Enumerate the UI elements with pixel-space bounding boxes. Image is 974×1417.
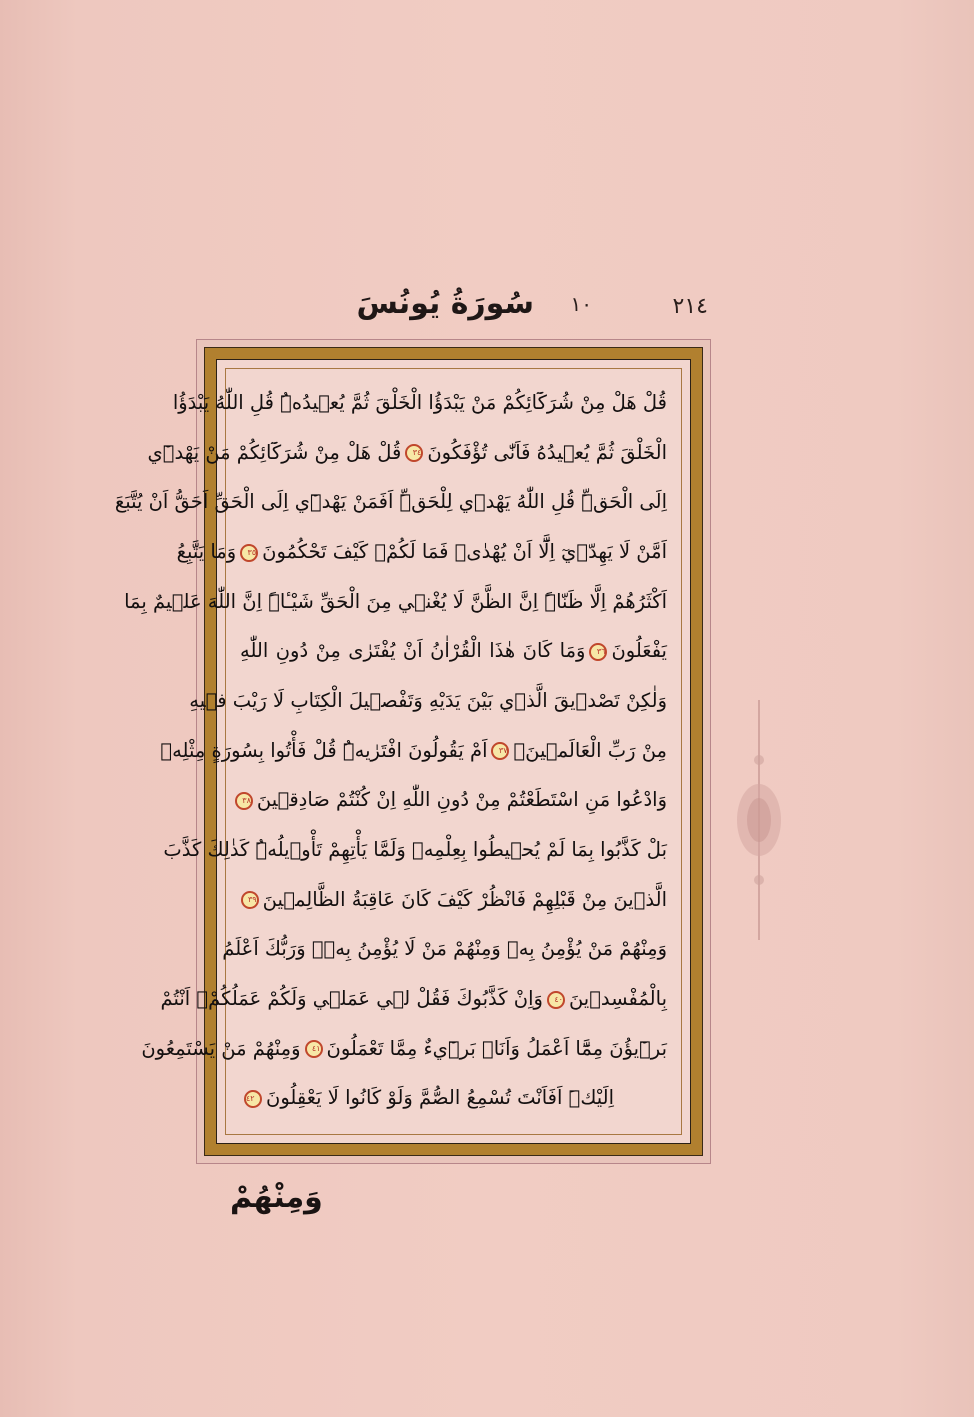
verse-text: وَاِنْ كَذَّبُوكَ فَقُلْ ل۪ي عَمَل۪ي وَلَكُمْ عَمَلُكُمْۚ اَنْتُمْ bbox=[160, 987, 543, 1011]
verse-text: بِالْمُفْسِد۪ينَ bbox=[568, 987, 667, 1011]
verse-text: مِنْ رَبِّ الْعَالَم۪ينَۗ bbox=[513, 738, 667, 762]
verse-text: وَمَا كَانَ هٰذَا الْقُرْاٰنُ اَنْ يُفْتَرٰى مِنْ دُونِ اللّٰهِ bbox=[240, 639, 586, 663]
surah-title: سُورَةُ يُونُسَ bbox=[356, 286, 534, 321]
verse-line bbox=[160, 977, 667, 1027]
verse-line bbox=[147, 431, 667, 481]
ayah-marker: ٣٧ bbox=[491, 742, 509, 760]
inner-border bbox=[114, 359, 691, 1144]
verse-text: اَمَّنْ لَا يَهِدّ۪يٓ اِلَّٓا اَنْ يُهْدٰىۚ فَمَا لَكُمْ۠ كَيْفَ تَحْكُمُونَ bbox=[262, 540, 667, 564]
verse-text: الَّذ۪ينَ مِنْ قَبْلِهِمْ فَانْظُرْ كَيْفَ كَانَ عَاقِبَةُ الظَّالِم۪ينَ bbox=[262, 887, 667, 911]
ayah-marker: ٣٥ bbox=[240, 544, 258, 562]
verse-text: وَلٰكِنْ تَصْد۪يقَ الَّذ۪ي بَيْنَ يَدَيْهِ وَتَفْص۪يلَ الْكِتَابِ لَا رَيْبَ ف۪يهِ bbox=[189, 689, 667, 713]
margin-medallion-icon bbox=[729, 700, 789, 940]
page-number: ٢١٤ bbox=[672, 294, 708, 319]
verse-line bbox=[240, 629, 667, 679]
verse-line bbox=[176, 530, 667, 580]
verse-text: اَمْ يَقُولُونَ افْتَرٰيهُۜ قُلْ فَأْتُوا بِسُورَةٍ مِثْلِه۪ bbox=[160, 738, 488, 762]
text-frame bbox=[114, 339, 711, 1164]
ayah-marker: ٤٠ bbox=[547, 991, 565, 1009]
verse-line bbox=[160, 729, 667, 779]
ayah-marker: ٣٤ bbox=[405, 444, 423, 462]
gold-border bbox=[114, 347, 703, 1156]
verse-text: وَادْعُوا مَنِ اسْتَطَعْتُمْ مِنْ دُونِ اللّٰهِ اِنْ كُنْتُمْ صَادِق۪ينَ bbox=[256, 788, 667, 812]
verse-text: اَكْثَرُهُمْ اِلَّا ظَنّاًۜ اِنَّ الظَّنَّ لَا يُغْن۪ي مِنَ الْحَقِّ شَيْـٔاًۜ اِنَّ اللّٰهَ عَل۪يمٌ بِمَا bbox=[124, 589, 667, 613]
ayah-marker: ٣٩ bbox=[241, 891, 259, 909]
ayah-marker: ٤٢ bbox=[244, 1090, 262, 1108]
page-header bbox=[0, 286, 974, 326]
verse-line bbox=[141, 1027, 667, 1077]
verse-line bbox=[114, 480, 667, 530]
verse-text: اِلَيْكَۜ اَفَاَنْتَ تُسْمِعُ الصُّمَّ وَلَوْ كَانُوا لَا يَعْقِلُونَ bbox=[266, 1086, 614, 1110]
verse-text: قُلْ هَلْ مِنْ شُرَكَٓائِكُمْ مَنْ يَبْدَؤُا الْخَلْقَ ثُمَّ يُع۪يدُهُۜ قُلِ اللّٰهُ يَبْدَؤُا bbox=[172, 391, 667, 414]
verse-text: بَر۪ٓيؤُنَ مِمَّٓا اَعْمَلُ وَاَنَا۬ بَر۪ٓيءٌ مِمَّا تَعْمَلُونَ bbox=[326, 1036, 667, 1060]
verse-line bbox=[240, 1076, 667, 1126]
verse-text: وَمِنْهُمْ مَنْ يُؤْمِنُ بِه۪ وَمِنْهُمْ مَنْ لَا يُؤْمِنُ بِه۪ۜ وَرَبُّكَ اَعْلَمُ bbox=[222, 937, 667, 961]
verse-text: قُلْ هَلْ مِنْ شُرَكَٓائِكُمْ مَنْ يَهْد۪ٓي bbox=[147, 440, 402, 464]
verse-text: بَلْ كَذَّبُوا بِمَا لَمْ يُح۪يطُوا بِعِلْمِه۪ وَلَمَّا يَأْتِهِمْ تَأْو۪يلُهُۜ كَذٰلِكَ كَذَّبَ bbox=[163, 838, 667, 862]
verse-text: وَمَا يَتَّبِعُ bbox=[176, 540, 237, 564]
text-block bbox=[114, 368, 682, 1135]
ayah-marker: ٤١ bbox=[305, 1040, 323, 1058]
surah-number: ١٠ bbox=[570, 292, 592, 316]
ayah-marker: ٣٦ bbox=[589, 643, 607, 661]
verse-line bbox=[163, 828, 667, 878]
verse-line bbox=[240, 878, 667, 928]
verse-line bbox=[189, 679, 667, 729]
ayah-marker: ٣٨ bbox=[235, 792, 253, 810]
verse-text: اِلَى الْحَقِّۜ قُلِ اللّٰهُ يَهْد۪ي لِلْحَقِّۜ اَفَمَنْ يَهْد۪ٓي اِلَى الْحَقِّ اَحَقُّ اَنْ يُتَّبَعَ bbox=[114, 490, 667, 514]
verse-line bbox=[172, 381, 667, 431]
verse-text: وَمِنْهُمْ مَنْ يَسْتَمِعُونَ bbox=[141, 1036, 301, 1060]
verse-line bbox=[222, 927, 667, 977]
catchword: وَمِنْهُمْ bbox=[230, 1180, 323, 1215]
verse-line bbox=[240, 778, 667, 828]
verse-text: يَفْعَلُونَ bbox=[611, 639, 667, 663]
verse-text: الْخَلْقَ ثُمَّ يُع۪يدُهُ فَاَنّٰى تُؤْفَكُونَ bbox=[427, 440, 667, 464]
verse-line bbox=[124, 580, 667, 630]
